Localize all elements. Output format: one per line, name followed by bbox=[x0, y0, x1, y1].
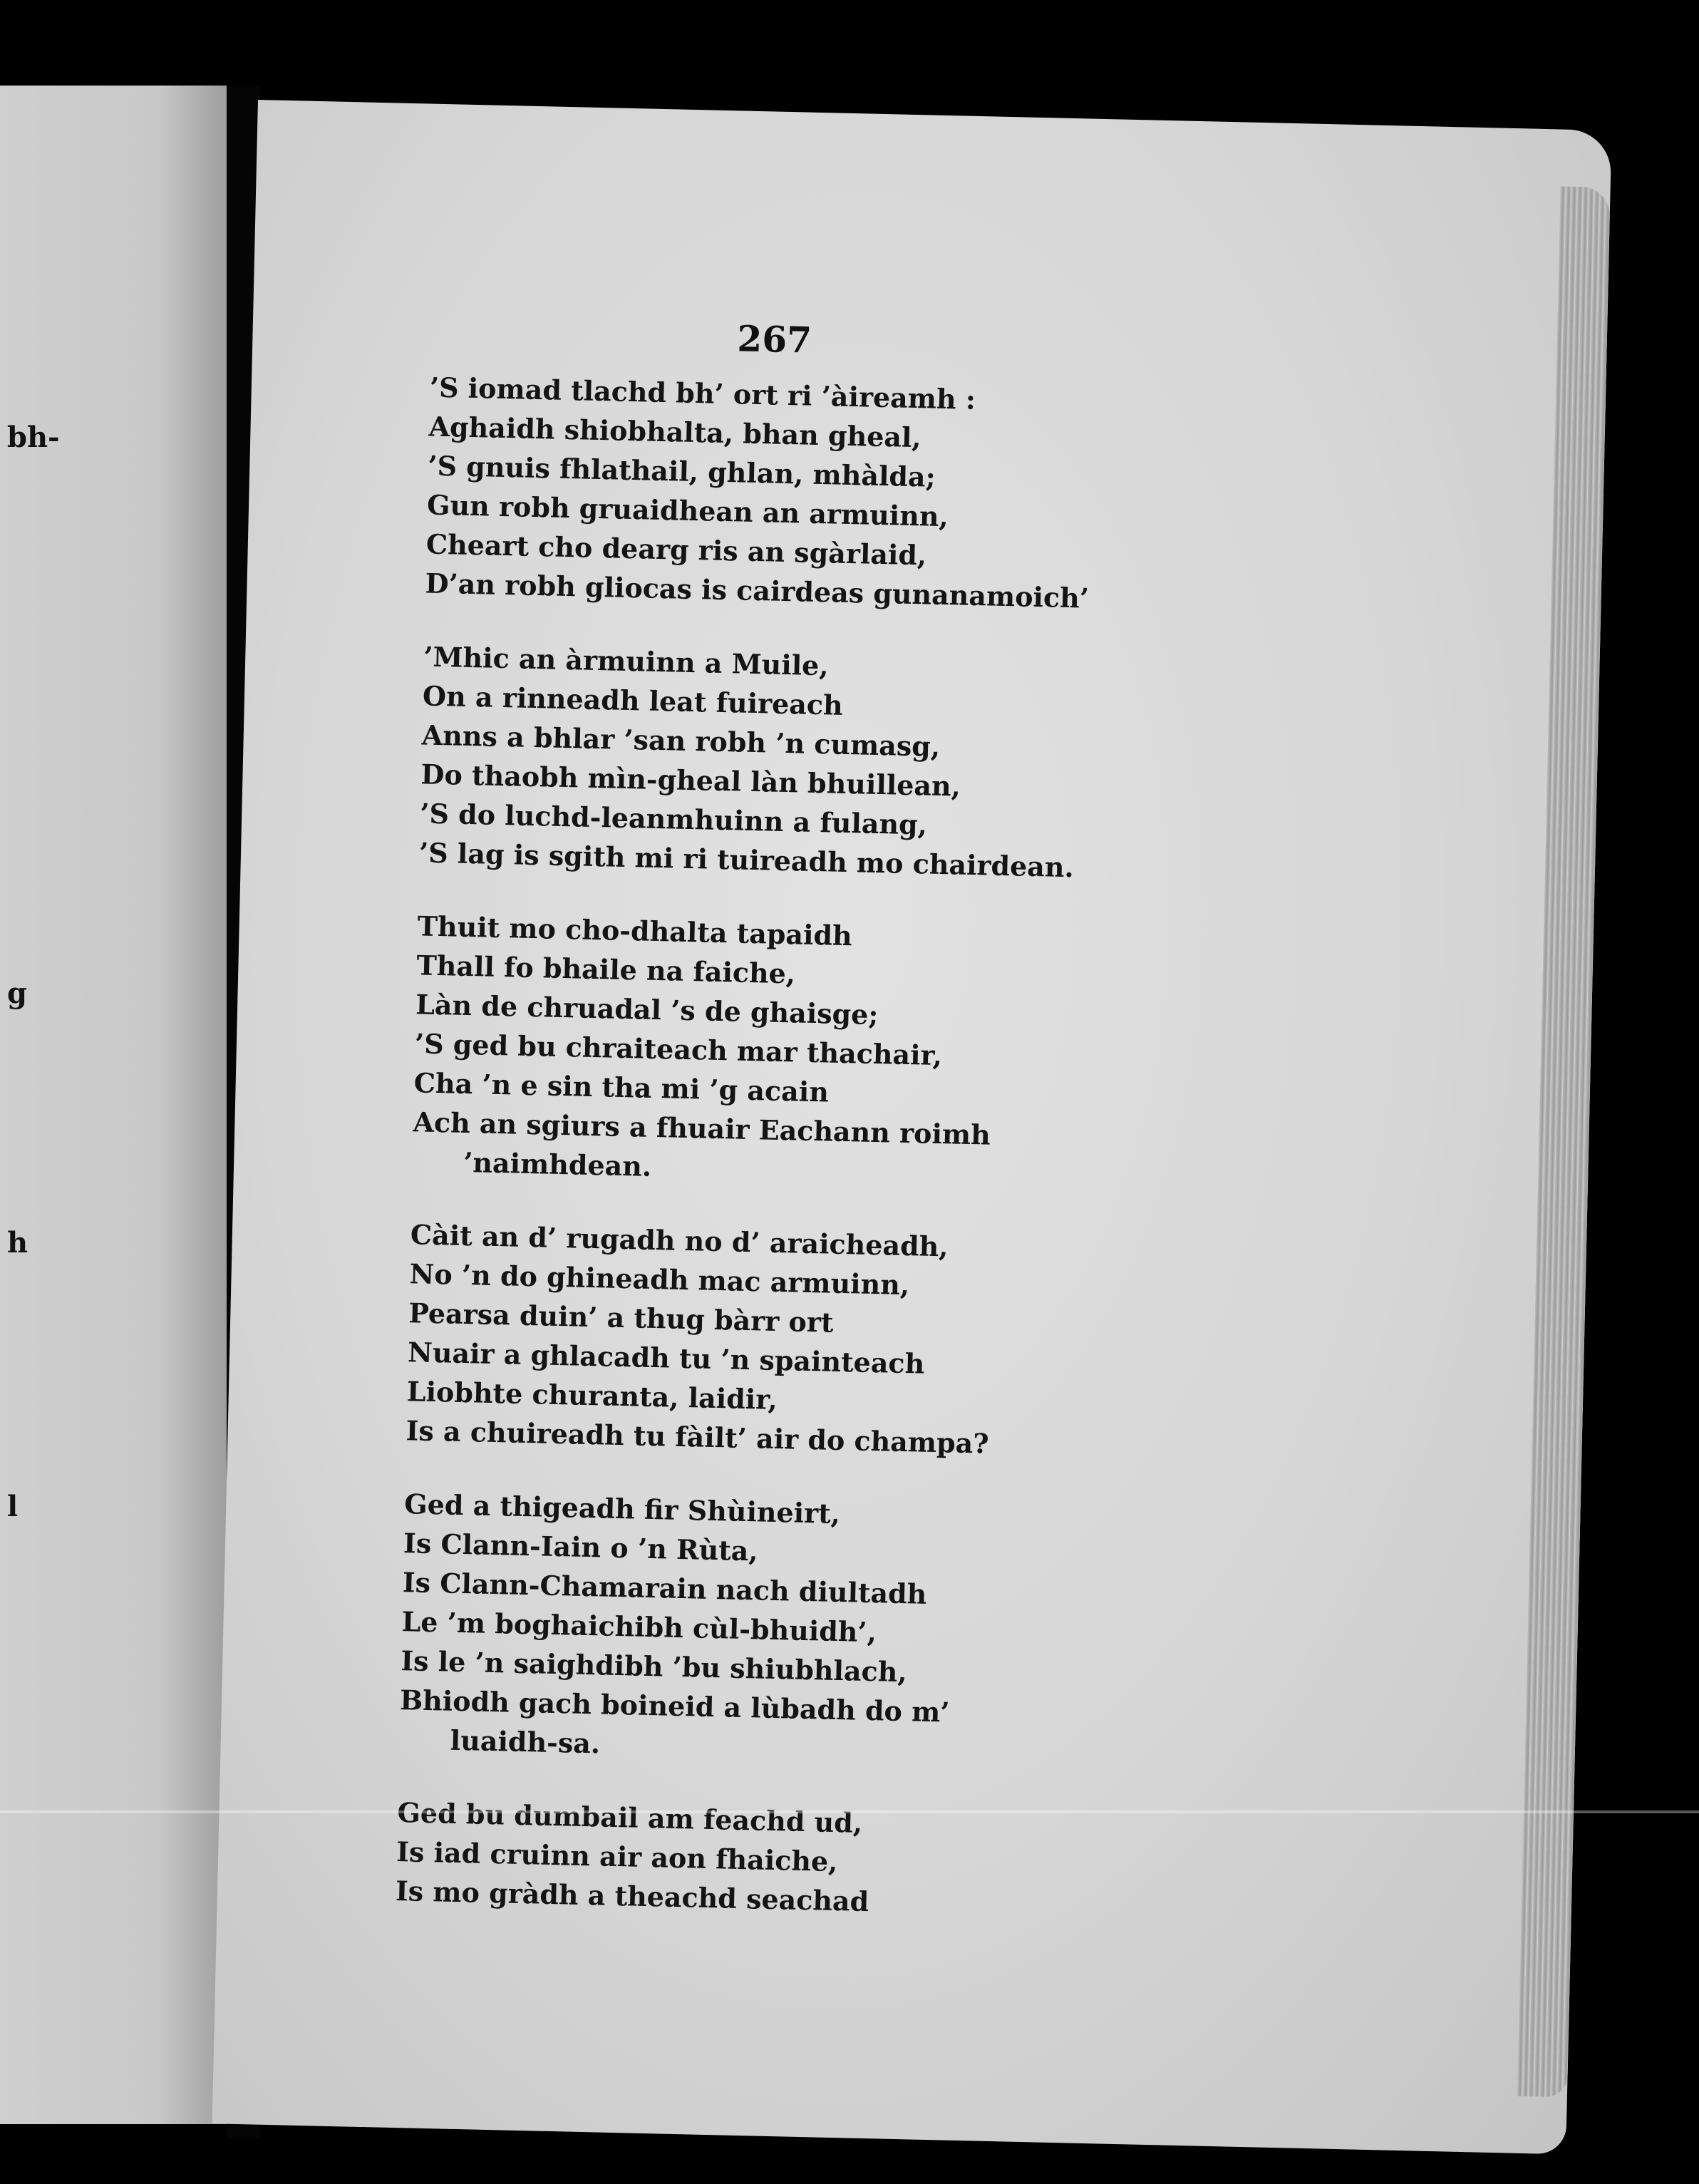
poem-line: ’S do luchd-leanmhuinn a fulang, bbox=[419, 797, 928, 841]
poem-line: Liobhte churanta, laidir, bbox=[406, 1375, 778, 1416]
poem-line: Is a chuireadh tu fàilt’ air do champa? bbox=[406, 1414, 990, 1460]
poem-line: ’S gnuis fhlathail, ghlan, mhàlda; bbox=[427, 449, 936, 493]
poem-line: Do thaobh mìn-gheal làn bhuillean, bbox=[420, 758, 961, 803]
stanza bbox=[418, 637, 1136, 888]
poem-line: Aghaidh shiobhalta, bhan gheal, bbox=[428, 410, 922, 454]
poem-line: Anns a bhlar ’san robh ’n cumasg, bbox=[421, 718, 941, 763]
poem-line: Is iad cruinn air aon fhaiche, bbox=[396, 1835, 838, 1878]
poem-line: Is mo gràdh a theachd seachad bbox=[395, 1875, 869, 1918]
poem-line: Nuair a ghlacadh tu ’n spainteach bbox=[407, 1336, 925, 1380]
poem-line: Bhiodh gach boineid a lùbadh do m’ bbox=[399, 1684, 951, 1729]
poem-line: ’S ged bu chraiteach mar thachair, bbox=[414, 1027, 943, 1072]
poem-line: No ’n do ghineadh mac armuinn, bbox=[409, 1257, 910, 1302]
poem-line: Ged bu dumbail am feachd ud, bbox=[397, 1796, 863, 1839]
poem-line: Thall fo bhaile na faiche, bbox=[416, 949, 796, 990]
poem-line: Is Clann-Iain o ’n Rùta, bbox=[403, 1527, 759, 1567]
left-page-fragment: h bbox=[7, 1226, 29, 1260]
poem-line: ’Mhic an àrmuinn a Muile, bbox=[423, 640, 830, 682]
poem-line: Thuit mo cho-dhalta tapaidh bbox=[417, 910, 853, 952]
poem-line: Is le ’n saighdibh ’bu shiubhlach, bbox=[400, 1644, 908, 1689]
poem-line: D’an robh gliocas is cairdeas gunanamoich’ bbox=[425, 567, 1090, 614]
stanza bbox=[412, 906, 1130, 1197]
stanza bbox=[425, 368, 1142, 619]
poem-line: Ach an sgiurs a fhuair Eachann roimh bbox=[413, 1106, 991, 1151]
right-page bbox=[212, 100, 1612, 2154]
left-page-fragment: bh- bbox=[7, 421, 60, 454]
poem-line: Cha ’n e sin tha mi ’g acain bbox=[413, 1066, 830, 1108]
left-page-fragment: l bbox=[7, 1490, 19, 1523]
poem-line: Càit an d’ rugadh no d’ araicheadh, bbox=[410, 1218, 949, 1263]
left-page bbox=[0, 86, 227, 2124]
poem-line: luaidh-sa. bbox=[450, 1724, 601, 1760]
poem-line: Is Clann-Chamarain nach diultadh bbox=[402, 1566, 927, 1610]
poem-line: ’S iomad tlachd bh’ ort ri ’àireamh : bbox=[429, 371, 976, 416]
poem-line: ’naimhdean. bbox=[463, 1145, 652, 1183]
poem-line: Cheart cho dearg ris an sgàrlaid, bbox=[425, 527, 927, 572]
poem-line: Làn de chruadal ’s de ghaisge; bbox=[415, 988, 879, 1031]
page-number: 267 bbox=[736, 317, 812, 361]
poem-line: Pearsa duin’ a thug bàrr ort bbox=[408, 1297, 834, 1339]
stanza bbox=[398, 1484, 1117, 1775]
poem-line: Ged a thigeadh fir Shùineirt, bbox=[403, 1488, 841, 1530]
left-page-fragment: g bbox=[7, 977, 27, 1010]
poem-text bbox=[394, 368, 1142, 1961]
poem-line: ’S lag is sgith mi ri tuireadh mo chairdean. bbox=[418, 836, 1075, 884]
poem-line: On a rinneadh leat fuireach bbox=[422, 679, 844, 721]
poem-line: Gun robh gruaidhean an armuinn, bbox=[426, 488, 949, 533]
stanza bbox=[406, 1215, 1123, 1466]
poem-line: Le ’m boghaichibh cùl-bhuidh’, bbox=[401, 1605, 877, 1649]
scan-artifact-line bbox=[0, 1810, 1699, 1813]
